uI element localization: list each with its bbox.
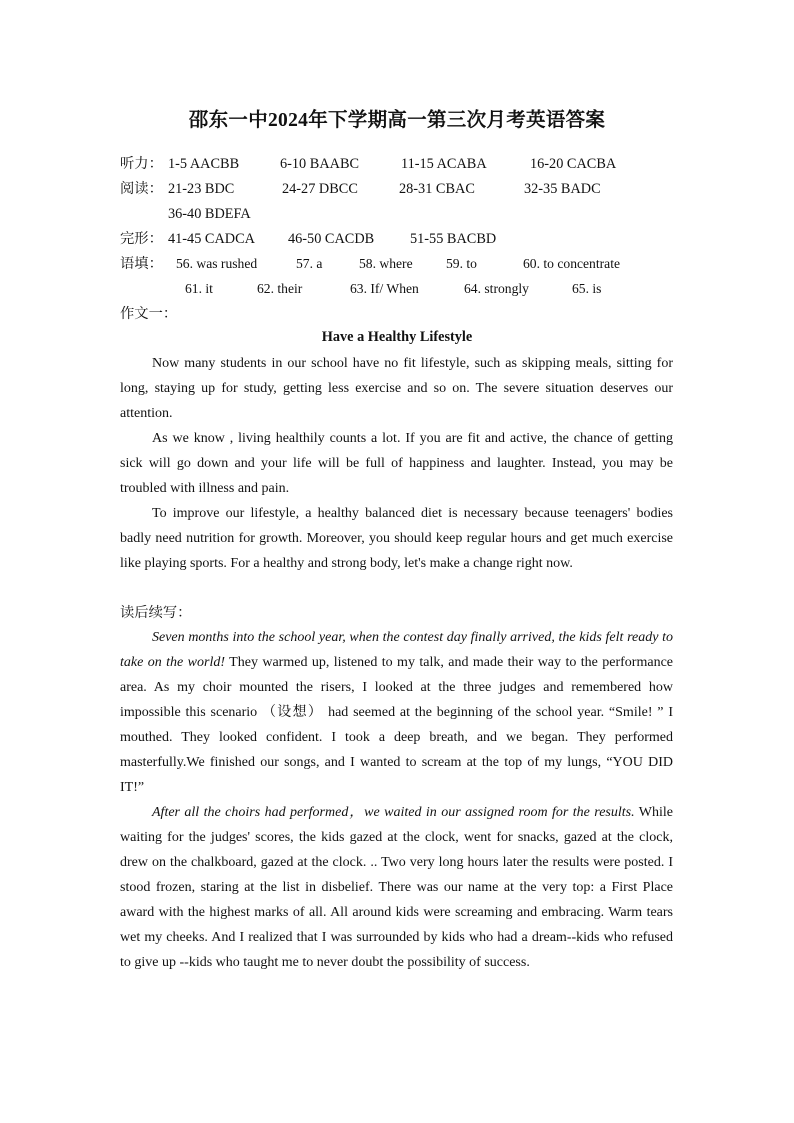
listening-row: [120, 154, 680, 174]
grammar-label: 语填：: [120, 256, 163, 272]
listening-group-2: 6-10 BAABC: [280, 156, 360, 172]
continuation-paragraph-1-body: They warmed up, listened to my talk, and made their way to the performance area. As my choir mounted the risers, I looked at the three judges and remembered how impossible this scenario （设想） had seemed at the beginning of the school year. “Smile! ” I mouthed. They looked confident. I took a deep breath, and we began. They performed masterfully.We finished our songs, and I wanted to scream at the top of my lungs, “YOU DID IT!”: [120, 655, 673, 795]
writing2-label: 读后续写：: [120, 605, 192, 621]
continuation-paragraph-2-prompt: After all the choirs had performed，we waited in our assigned room for the results.: [152, 805, 635, 820]
essay-paragraph-1: Now many students in our school have no fit lifestyle, such as skipping meals, sitting for long, staying up for study, getting less exercise and so on. The severe situation deserves our attention.: [120, 356, 673, 421]
reading-group-1: 21-23 BDC: [168, 181, 235, 197]
reading-group-3: 28-31 CBAC: [399, 181, 475, 197]
reading-group-2: 24-27 DBCC: [282, 181, 358, 197]
essay-paragraph-3: To improve our lifestyle, a healthy balanced diet is necessary because teenagers' bodies badly need nutrition for growth. Moreover, you should keep regular hours and get much exercise like playing sports. For a healthy and strong body, let's make a change right now.: [120, 506, 673, 571]
grammar-answer-61: 61. it: [185, 281, 213, 296]
cloze-label: 完形：: [120, 231, 163, 247]
cloze-group-1: 41-45 CADCA: [168, 231, 255, 247]
grammar-answer-56: 56. was rushed: [176, 256, 258, 271]
essay-paragraph-2: As we know , living healthily counts a lot. If you are fit and active, the chance of getting sick will go down and your life will be full of happiness and laughter. Instead, you may be troubled with illness and pain.: [120, 431, 673, 496]
continuation-paragraph-2-body: While waiting for the judges' scores, the kids gazed at the clock, went for snacks, gazed at the clock, drew on the chalkboard, gazed at the clock. .. Two very long hours later the results were posted. I stood frozen, staring at the list in disbelief. There was our name at the very top: a First Place award with the highest marks of all. All around kids were screaming and embracing. Warm tears wet my cheeks. And I realized that I was surrounded by kids who had a dream--kids who refused to give up --kids who taught me to never doubt the possibility of success.: [120, 805, 673, 970]
listening-label: 听力：: [120, 156, 163, 172]
listening-group-1: 1-5 AACBB: [168, 156, 240, 172]
cloze-group-3: 51-55 BACBD: [410, 231, 497, 247]
cloze-group-2: 46-50 CACDB: [288, 231, 375, 247]
essay-title: Have a Healthy Lifestyle: [321, 329, 473, 345]
continuation-paragraph-2: [120, 800, 673, 975]
cloze-row: [120, 229, 680, 249]
reading-row: [120, 179, 680, 199]
grammar-answer-60: 60. to concentrate: [523, 256, 621, 271]
grammar-answer-57: 57. a: [296, 256, 323, 271]
grammar-answer-64: 64. strongly: [464, 281, 529, 296]
grammar-answer-58: 58. where: [359, 256, 413, 271]
page-title: 邵东一中2024年下学期高一第三次月考英语答案: [188, 110, 606, 131]
reading-label: 阅读：: [120, 181, 163, 197]
reading-extra: 36-40 BDEFA: [168, 206, 251, 222]
grammar-row-1: [120, 254, 680, 274]
continuation-paragraph-1: [120, 625, 673, 800]
continuation-paragraph-1-prompt: Seven months into the school year, when the contest day finally arrived, the kids felt ready to take on the world!: [120, 630, 673, 670]
reading-group-4: 32-35 BADC: [524, 181, 601, 197]
grammar-row-2: [120, 279, 680, 299]
listening-group-3: 11-15 ACABA: [401, 156, 487, 172]
grammar-answer-65: 65. is: [572, 281, 602, 296]
writing1-label: 作文一：: [120, 306, 178, 322]
grammar-answer-62: 62. their: [257, 281, 303, 296]
grammar-answer-59: 59. to: [446, 256, 477, 271]
grammar-answer-63: 63. If/ When: [350, 281, 419, 296]
listening-group-4: 16-20 CACBA: [530, 156, 617, 172]
